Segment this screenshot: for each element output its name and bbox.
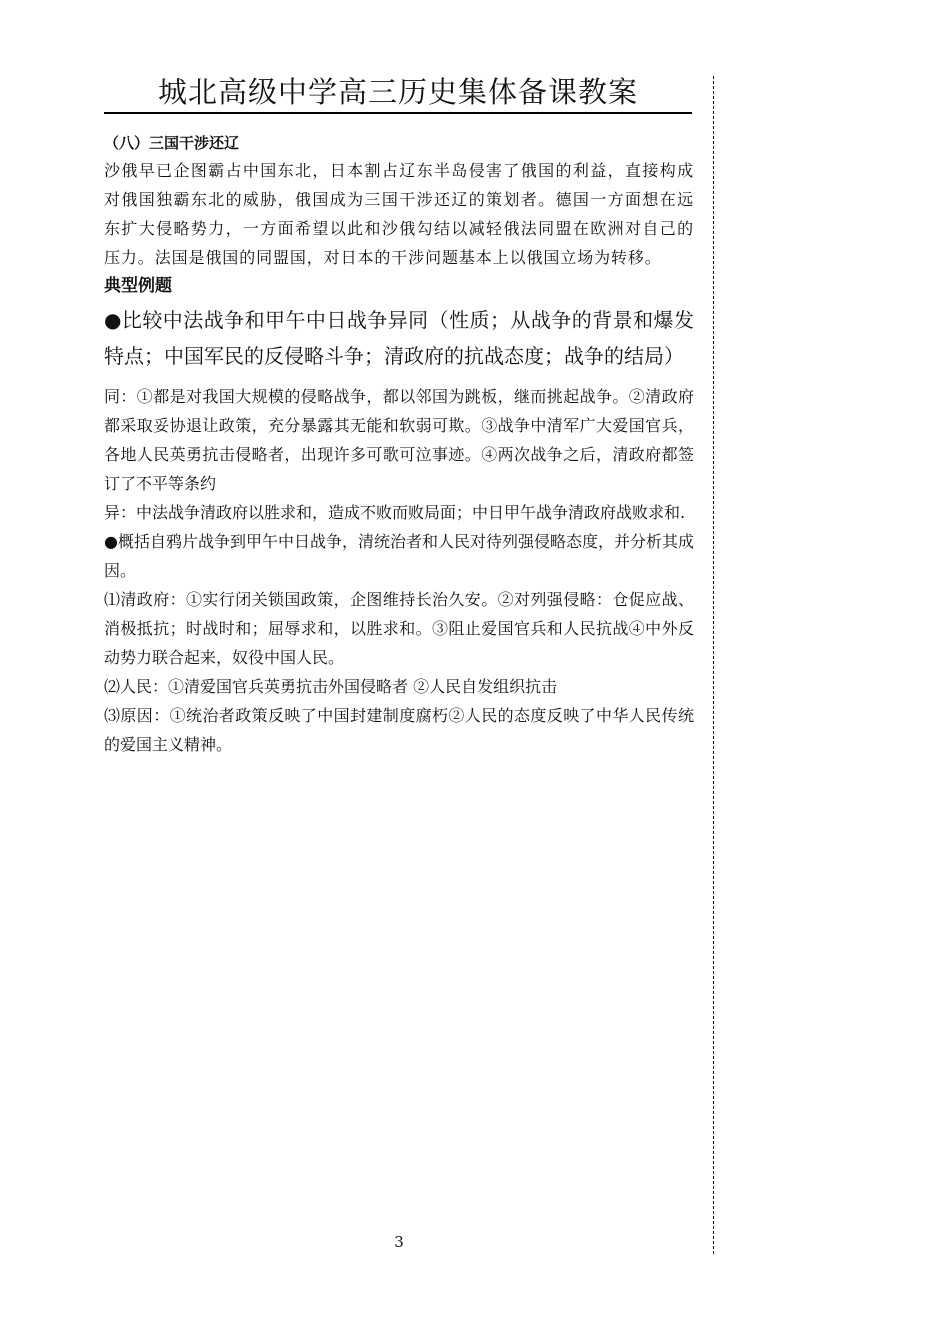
section-heading: （八）三国干涉还辽 bbox=[104, 134, 240, 152]
header-divider bbox=[104, 112, 692, 114]
document-header-title: 城北高级中学高三历史集体备课教案 bbox=[157, 75, 638, 109]
answer-1-similarities: 同：①都是对我国大规模的侵略战争，都以邻国为跳板，继而挑起战争。②清政府都采取妥协退让政策，充分暴露其无能和软弱可欺。③战争中清军广大爱国官兵，各地人民英勇抗击侵略者，出现许多可歌可泣事迹。④两次战争之后，清政府都签订了不平等条约 bbox=[104, 387, 694, 493]
answer-2-people: ⑵人民：①清爱国官兵英勇抗击外国侵略者 ②人民自发组织抗击 bbox=[104, 677, 558, 696]
question-1: ●比较中法战争和甲午中日战争异同（性质；从战争的背景和爆发特点；中国军民的反侵略斗争；清政府的抗战态度；战争的结局） bbox=[104, 308, 694, 368]
examples-heading: 典型例题 bbox=[104, 276, 172, 296]
section-paragraph: 沙俄早已企图霸占中国东北，日本割占辽东半岛侵害了俄国的利益，直接构成对俄国独霸东北的威胁，俄国成为三国干涉还辽的策划者。德国一方面想在远东扩大侵略势力，一方面希望以此和沙俄勾结以减轻俄法同盟在欧洲对自己的压力。法国是俄国的同盟国，对日本的干涉问题基本上以俄国立场为转移。 bbox=[104, 161, 694, 267]
answer-1-differences: 异：中法战争清政府以胜求和，造成不败而败局面；中日甲午战争清政府战败求和. bbox=[104, 503, 686, 522]
answer-2-reasons: ⑶原因：①统治者政策反映了中国封建制度腐朽②人民的态度反映了中华人民传统的爱国主义精神。 bbox=[104, 706, 694, 754]
question-2: ●概括自鸦片战争到甲午中日战争，清统治者和人民对待列强侵略态度，并分析其成因。 bbox=[104, 532, 694, 580]
binding-cut-line bbox=[713, 76, 714, 1254]
answer-2-government: ⑴清政府：①实行闭关锁国政策，企图维持长治久安。②对列强侵略：仓促应战、消极抵抗；时战时和；屈辱求和，以胜求和。③阻止爱国官兵和人民抗战④中外反动势力联合起来，奴役中国人民。 bbox=[104, 590, 694, 667]
page-content bbox=[104, 130, 694, 759]
page-number: 3 bbox=[394, 1233, 404, 1251]
